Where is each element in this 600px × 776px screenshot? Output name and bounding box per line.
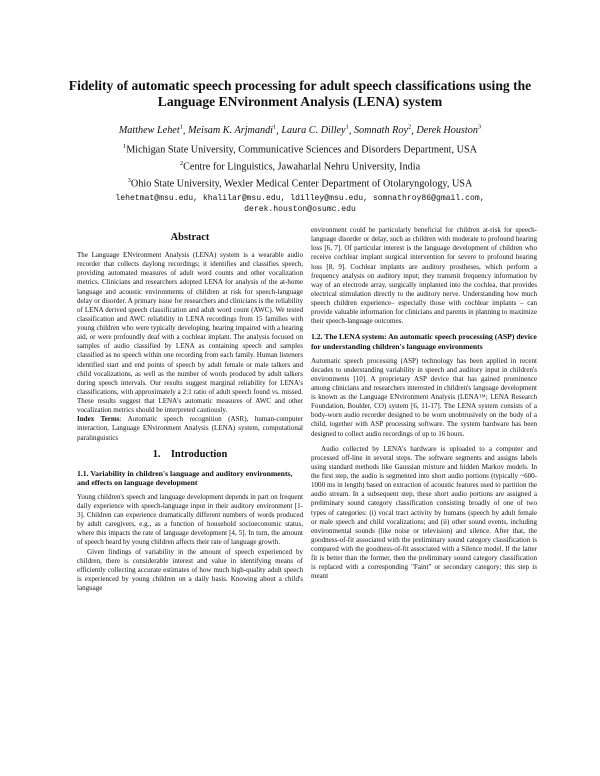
paper-title: Fidelity of automatic speech processing for adult speech classifications using the Language ENvironment Analysis (LENA) system xyxy=(68,78,532,109)
left-column xyxy=(77,232,303,593)
intro-paragraph: Young children's speech and language development depends in part on frequent daily experience with speech-language input in their auditory environment [1-3]. Children can experience dramatically different numbers of words produced by adult caregivers, e.g., as a function of household socioeconomic status, where this impacts the rate of language development [4, 5]. In turn, the amount of speech heard by young children affects their rate of language growth. xyxy=(77,492,303,547)
index-terms-label: Index Terms xyxy=(77,415,120,424)
introduction-heading: 1. Introduction xyxy=(152,448,228,460)
email-line: derek.houston@osumc.edu xyxy=(244,205,356,214)
email-line: lehetmat@msu.edu, khalilar@msu.edu, ldilley@msu.edu, somnathroy86@gmail.com, xyxy=(115,194,485,203)
affiliation: $^1$Michigan State University, Communicative Sciences and Disorders Department, USA xyxy=(123,143,477,156)
author: Laura C. Dilley$^1$ xyxy=(281,124,349,137)
intro-paragraph: Given findings of variability in the amount of speech experienced by children, there is considerable interest and value in identifying means of efficiently collecting accurate estimates of how much high-quality adult speech is experienced by young children on a daily basis. Knowing about a child's language xyxy=(77,547,303,593)
affiliation: $^2$Centre for Linguistics, Jawaharlal Nehru University, India xyxy=(179,159,421,173)
author-list: Matthew Lehet$^1$, Meisam K. Arjmandi$^1$, Laura C. Dilley$^1$, Somnath Roy$^2$, Derek Houston$^3$ xyxy=(118,124,482,137)
body-paragraph: Audio collected by LENA's hardware is uploaded to a computer and processed off-line in several steps. The software segments and assigns labels using standard methods like Gaussian mixture and hidden Markov models. In the first step, the audio is segmented into short audio portions (typically ~600-1000 ms in length) based on extraction of acoustic features used to partition the audio stream. In a subsequent step, these short audio portions are assigned a preliminary sound category classification consisting broadly of one of two types of categories: (i) vocal tract activity by humans (speech by adult female or male speech and child vocalizations; and (ii) other sound events, including environmental sounds (like noise or television) and silence. After that, the goodness-of-fit associated with the preliminary sound category classification is compared with the goodness-of-fit associated with a Silence model. If the latter fit is better than the former, then the preliminary sound category classification is replaced with a corresponding "Faint" or secondary category; this step is meant xyxy=(311,444,537,581)
affiliation: $^3$Ohio State University, Wexler Medical Center Department of Otolaryngology, USA xyxy=(127,176,473,189)
author: Somnath Roy$^2$ xyxy=(353,124,412,137)
author-emails xyxy=(90,193,510,215)
subsection-heading-1-2: 1.2. The LENA system: An automatic speech processing (ASP) device for understanding children's language environments xyxy=(311,332,537,351)
author: Meisam K. Arjmandi$^1$ xyxy=(188,124,277,137)
abstract-heading: Abstract xyxy=(170,232,210,243)
body-paragraph: Automatic speech processing (ASP) technology has been applied in recent decades to understanding variability in speech and auditory input in children's environments [10]. A proprietary ASP device that has gained prominence among clinicians and researchers interested in children's language development is known as the Language ENvironment Analysis (LENA™; LENA Research Foundation, Boulder, CO) system [6, 11-17]. The LENA system consists of a body-worn audio recorder designed to be worn unobtrusively on the body of a child, together with ASP processing software. The system hardware has been designed to collect audio recordings of up to 16 hours. xyxy=(311,356,537,438)
body-paragraph: environment could be particularly beneficial for children at-risk for speech-language disorder or delay, such as children with moderate to profound hearing loss [6, 7]. Of particular interest is the language development of children who receive cochlear implant surgical intervention for severe to profound hearing loss [8, 9]. Cochlear implants are auditory prostheses, which perform a frequency analysis on auditory input; they transmit frequency information by way of an electrode array, surgically implanted into the cochlea, that provides electrical stimulation directly to the auditory nerve. Understanding how much speech children experience– especially those with cochlear implants – can provide valuable information for clinicians and parents in planning to maximize their speech-language outcomes. xyxy=(311,226,537,326)
author: Matthew Lehet$^1$ xyxy=(118,124,183,137)
subsection-heading-1-1: 1.1. Variability in children's language and auditory environments, and effects on language development xyxy=(77,468,293,488)
affiliation-list xyxy=(60,140,540,190)
right-column xyxy=(311,226,537,582)
author: Derek Houston$^3$ xyxy=(416,124,482,137)
index-terms: Index Terms: Automatic speech recognition (ASR), human-computer interaction, Language ENvironment Analysis (LENA) system, computational paralinguistics xyxy=(77,415,303,442)
abstract-text: The Language ENvironment Analysis (LENA) system is a wearable audio recorder that collects daylong recordings; it identifies and classifies speech, providing automated measures of adult word counts and other vocalization metrics. Clinicians and researchers adopted LENA for analysis of the at-home language and acoustic environments of children at risk for speech-language delay or disorder. A primary issue for researchers and clinicians is the reliability of LENA derived speech classification and adult word count (AWC). We tested classification and AWC reliability in LENA recordings from 15 families with young children who were typically developing, hearing impaired with a hearing aid, or were profoundly deaf with a cochlear implant. The analysis focused on samples of audio classified by LENA as containing speech and samples classified as no speech within one recording from each family. Human listeners identified start and end points of speech by adult female or male talkers and child vocalizations, as well as the number of words produced by adult talkers during speech intervals. Our results suggest marginal reliability for LENA's classifications, with approximately a 2:1 ratio of adult speech found vs. missed. These results suggest that LENA's automatic measures of AWC and other vocalization metrics should be interpreted cautiously. xyxy=(77,251,303,415)
